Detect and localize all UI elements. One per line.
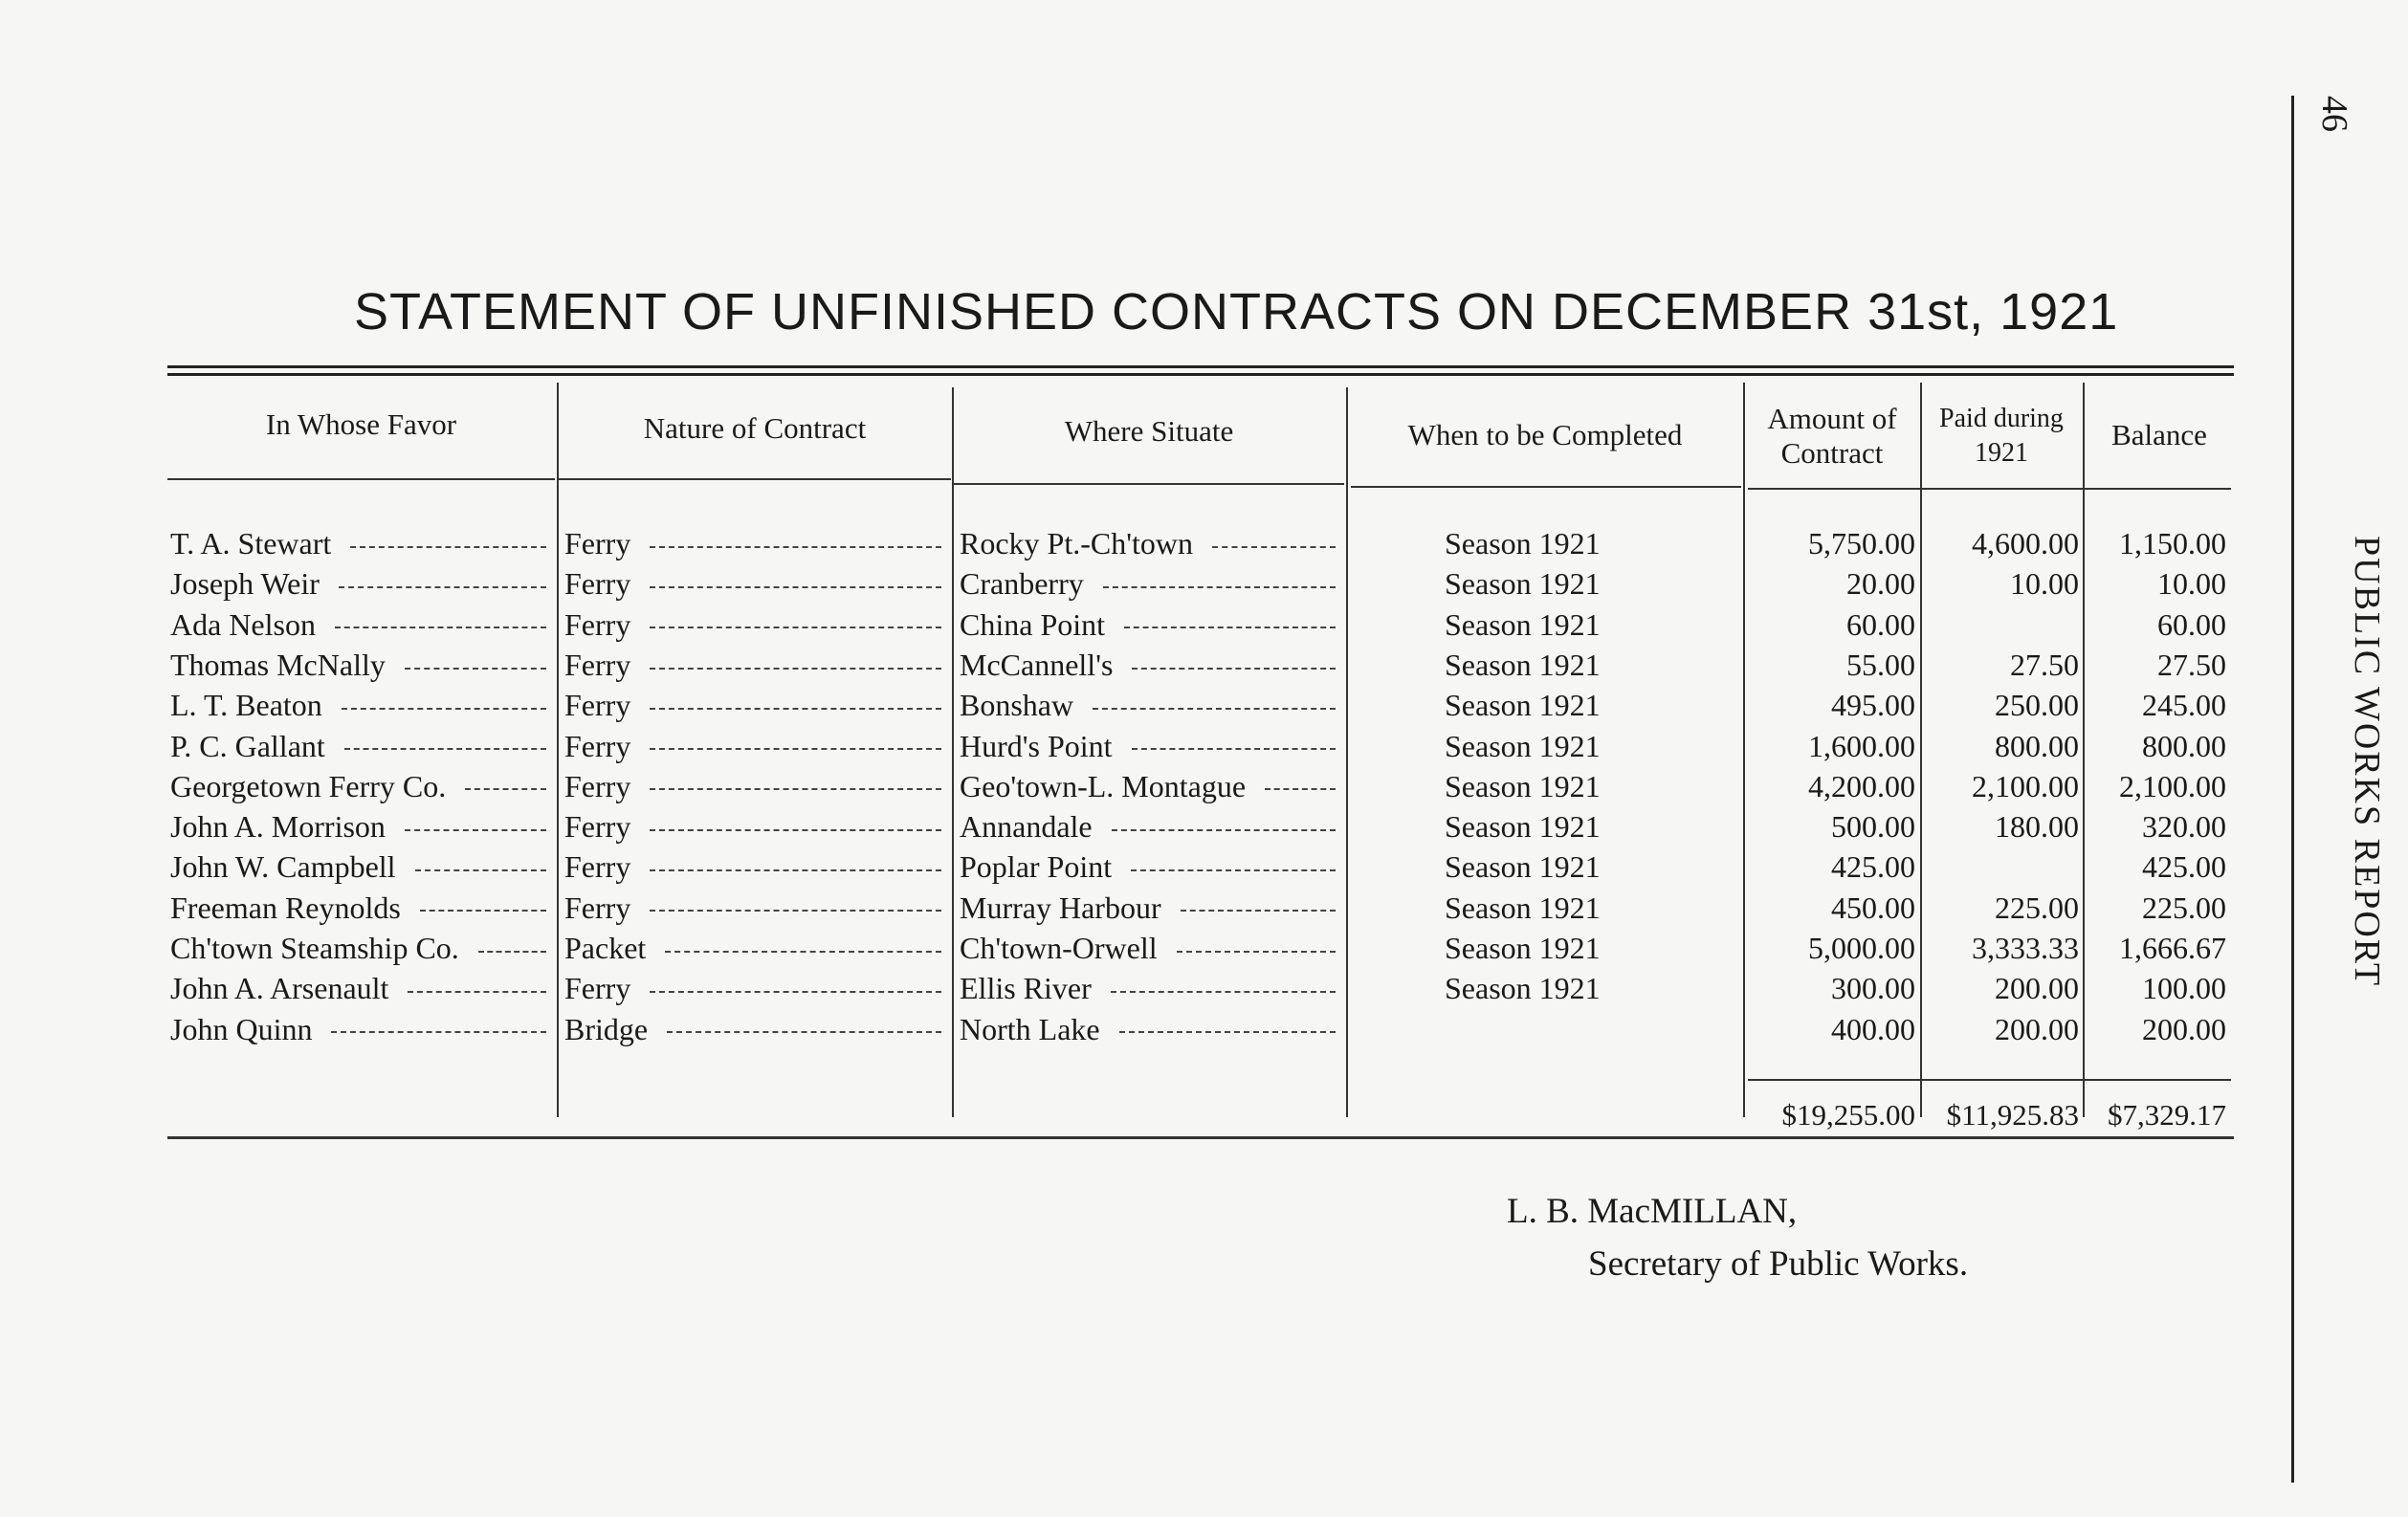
favor-cell [170,727,546,765]
table-row [0,847,2408,888]
where-cell [960,847,1336,886]
where-cell [960,889,1336,927]
balance-cell: 425.00 [2142,849,2226,885]
when-cell: Season 1921 [1445,971,1601,1006]
table-row [0,686,2408,726]
nature-cell [564,847,941,886]
nature-cell [564,524,941,562]
dot-leader [1265,788,1336,790]
header-amount-line1: Amount of [1767,402,1897,435]
amount-cell: 4,200.00 [1808,768,1915,803]
dot-leader [350,546,546,548]
nature-text: Ferry [564,849,631,885]
favor-cell [170,564,546,603]
nature-cell [564,727,941,765]
favor-cell [170,646,546,684]
table-bottom-rule [167,1136,2234,1139]
where-cell [960,564,1336,603]
dot-leader [339,586,546,588]
where-text: Ch'town-Orwell [960,931,1158,965]
paid-cell: 2,100.00 [1972,768,2079,803]
dot-leader [650,788,941,790]
dot-leader [1132,668,1336,670]
when-cell: Season 1921 [1445,728,1601,763]
dot-leader [650,668,941,670]
balance-cell: 100.00 [2142,971,2226,1006]
where-text: Murray Harbour [960,890,1161,925]
table-row [0,889,2408,929]
paid-cell: 3,333.33 [1972,931,2079,965]
amount-cell: 495.00 [1831,688,1915,723]
amount-cell: 5,000.00 [1808,931,1915,965]
amount-cell: 5,750.00 [1808,526,1915,561]
where-text: Bonshaw [960,688,1074,723]
dot-leader [478,951,546,953]
nature-text: Ferry [564,768,631,803]
favor-cell [170,1010,546,1048]
page-title: STATEMENT OF UNFINISHED CONTRACTS ON DECEMBER 31st, 1921 [354,283,2119,341]
where-text: Ellis River [960,971,1092,1006]
amount-cell: 500.00 [1831,809,1915,845]
nature-cell [564,686,941,724]
balance-cell: 320.00 [2142,809,2226,845]
favor-text: John A. Arsenault [170,971,389,1006]
balance-cell: 800.00 [2142,728,2226,763]
header-rule [167,478,555,480]
amount-cell: 1,600.00 [1808,728,1915,763]
favor-text: Thomas McNally [170,647,386,682]
dot-leader [1124,627,1336,628]
dot-leader [420,910,546,912]
where-text: North Lake [960,1011,1100,1046]
nature-text: Packet [564,931,647,965]
nature-text: Ferry [564,728,631,763]
when-cell: Season 1921 [1445,768,1601,803]
nature-text: Ferry [564,526,631,561]
favor-cell [170,847,546,886]
amount-cell: 20.00 [1846,566,1915,602]
favor-cell [170,889,546,927]
nature-text: Ferry [564,606,631,642]
nature-text: Bridge [564,1011,649,1046]
dot-leader [1112,829,1336,831]
paid-cell: 250.00 [1995,688,2079,723]
favor-cell [170,767,546,805]
favor-text: Ch'town Steamship Co. [170,931,459,965]
dot-leader [650,586,941,588]
nature-cell [564,929,941,967]
where-cell [960,1010,1336,1048]
dot-leader [335,627,546,628]
paid-cell: 225.00 [1995,890,2079,925]
paid-cell: 27.50 [2010,647,2079,682]
dot-leader [1111,991,1336,993]
balance-cell: 27.50 [2157,647,2226,682]
when-cell: Season 1921 [1445,688,1601,723]
favor-text: Joseph Weir [170,566,320,602]
dot-leader [408,991,546,993]
where-text: Geo'town-L. Montague [960,768,1247,803]
favor-cell [170,807,546,846]
table-top-rule-2 [167,373,2234,376]
favor-text: L. T. Beaton [170,688,322,723]
table-row [0,646,2408,686]
where-text: Rocky Pt.-Ch'town [960,526,1193,561]
when-cell: Season 1921 [1445,931,1601,965]
amount-cell: 400.00 [1831,1011,1915,1046]
table-row [0,727,2408,767]
header-rule [1351,486,1741,488]
balance-cell: 1,150.00 [2119,526,2226,561]
page-number: 46 [2314,96,2354,132]
header-amount [1745,402,1919,471]
dot-leader [650,869,941,871]
balance-cell: 10.00 [2157,566,2226,602]
balance-cell: 200.00 [2142,1011,2226,1046]
where-cell [960,929,1336,967]
favor-cell [170,605,546,644]
table-row [0,969,2408,1009]
nature-text: Ferry [564,971,631,1006]
header-rule [559,478,951,480]
header-paid [1922,402,2081,471]
table-top-rule [167,365,2234,368]
dot-leader [650,546,941,548]
where-text: Hurd's Point [960,728,1113,763]
paid-cell: 10.00 [2010,566,2079,602]
nature-cell [564,646,941,684]
favor-cell [170,524,546,562]
balance-cell: 225.00 [2142,890,2226,925]
where-cell [960,969,1336,1007]
when-cell: Season 1921 [1445,647,1601,682]
paid-cell: 180.00 [1995,809,2079,845]
when-cell: Season 1921 [1445,526,1601,561]
paid-cell: 200.00 [1995,1011,2079,1046]
dot-leader [1212,546,1336,548]
balance-cell: 245.00 [2142,688,2226,723]
nature-cell [564,767,941,805]
favor-text: John W. Campbell [170,849,396,885]
nature-text: Ferry [564,647,631,682]
when-cell: Season 1921 [1445,890,1601,925]
balance-cell: 1,666.67 [2119,931,2226,965]
paid-cell: 800.00 [1995,728,2079,763]
header-paid-line1: Paid during [1939,404,2064,433]
when-cell: Season 1921 [1445,849,1601,885]
dot-leader [405,668,546,670]
dot-leader [650,627,941,628]
signature-name: L. B. MacMILLAN, [1507,1192,1798,1231]
balance-cell: 2,100.00 [2119,768,2226,803]
nature-cell [564,605,941,644]
favor-cell [170,686,546,724]
nature-cell [564,564,941,603]
header-nature: Nature of Contract [643,411,867,445]
when-cell: Season 1921 [1445,606,1601,642]
nature-cell [564,969,941,1007]
amount-cell: 55.00 [1846,647,1915,682]
favor-text: T. A. Stewart [170,526,332,561]
favor-text: Ada Nelson [170,606,316,642]
table-row [0,767,2408,807]
when-cell: Season 1921 [1445,566,1601,602]
dot-leader [344,748,546,750]
amount-cell: 425.00 [1831,849,1915,885]
table-row [0,1010,2408,1050]
where-text: McCannell's [960,647,1114,682]
dot-leader [342,708,546,710]
favor-text: Georgetown Ferry Co. [170,768,447,803]
favor-text: Freeman Reynolds [170,890,401,925]
nature-text: Ferry [564,890,631,925]
nature-cell [564,1010,941,1048]
running-head: PUBLIC WORKS REPORT [2347,536,2387,988]
where-cell [960,767,1336,805]
amount-cell: 450.00 [1831,890,1915,925]
table-row [0,929,2408,969]
where-cell [960,727,1336,765]
favor-cell [170,929,546,967]
nature-cell [564,807,941,846]
balance-cell: 60.00 [2157,606,2226,642]
header-where: Where Situate [1064,414,1234,448]
amount-cell: 300.00 [1831,971,1915,1006]
dot-leader [1181,910,1336,912]
nature-cell [564,889,941,927]
dot-leader [667,1031,941,1033]
table-row [0,605,2408,646]
dot-leader [415,869,546,871]
favor-cell [170,969,546,1007]
where-cell [960,605,1336,644]
where-cell [960,524,1336,562]
where-text: Poplar Point [960,849,1113,885]
dot-leader [405,829,546,831]
table-row [0,807,2408,847]
paid-cell: 200.00 [1995,971,2079,1006]
where-text: Annandale [960,809,1093,845]
dot-leader [465,788,546,790]
where-cell [960,686,1336,724]
signature-title: Secretary of Public Works. [1588,1244,1969,1284]
header-rule [954,483,1344,485]
favor-text: John Quinn [170,1011,313,1046]
totals-rule [1748,1079,2231,1081]
where-text: China Point [960,606,1106,642]
dot-leader [1132,748,1336,750]
amount-cell: 60.00 [1846,606,1915,642]
dot-leader [331,1031,546,1033]
favor-text: P. C. Gallant [170,728,325,763]
total-balance: $7,329.17 [2108,1098,2226,1132]
paid-cell: 4,600.00 [1972,526,2079,561]
header-when: When to be Completed [1407,418,1683,451]
header-amount-line2: Contract [1780,436,1884,470]
total-amount: $19,255.00 [1781,1098,1915,1132]
favor-text: John A. Morrison [170,809,386,845]
dot-leader [1103,586,1336,588]
header-favor: In Whose Favor [265,407,457,441]
table-row [0,564,2408,605]
dot-leader [650,708,941,710]
dot-leader [665,951,941,953]
dot-leader [650,829,941,831]
dot-leader [1093,708,1336,710]
header-paid-line2: 1921 [1975,438,2028,468]
dot-leader [1131,869,1336,871]
where-cell [960,646,1336,684]
header-rule [1748,488,2231,490]
nature-text: Ferry [564,566,631,602]
when-cell: Season 1921 [1445,809,1601,845]
dot-leader [1119,1031,1336,1033]
dot-leader [650,748,941,750]
dot-leader [650,991,941,993]
total-paid: $11,925.83 [1946,1098,2079,1132]
nature-text: Ferry [564,688,631,723]
where-text: Cranberry [960,566,1084,602]
dot-leader [650,910,941,912]
table-row [0,524,2408,564]
where-cell [960,807,1336,846]
nature-text: Ferry [564,809,631,845]
dot-leader [1177,951,1336,953]
header-balance: Balance [2111,418,2207,451]
